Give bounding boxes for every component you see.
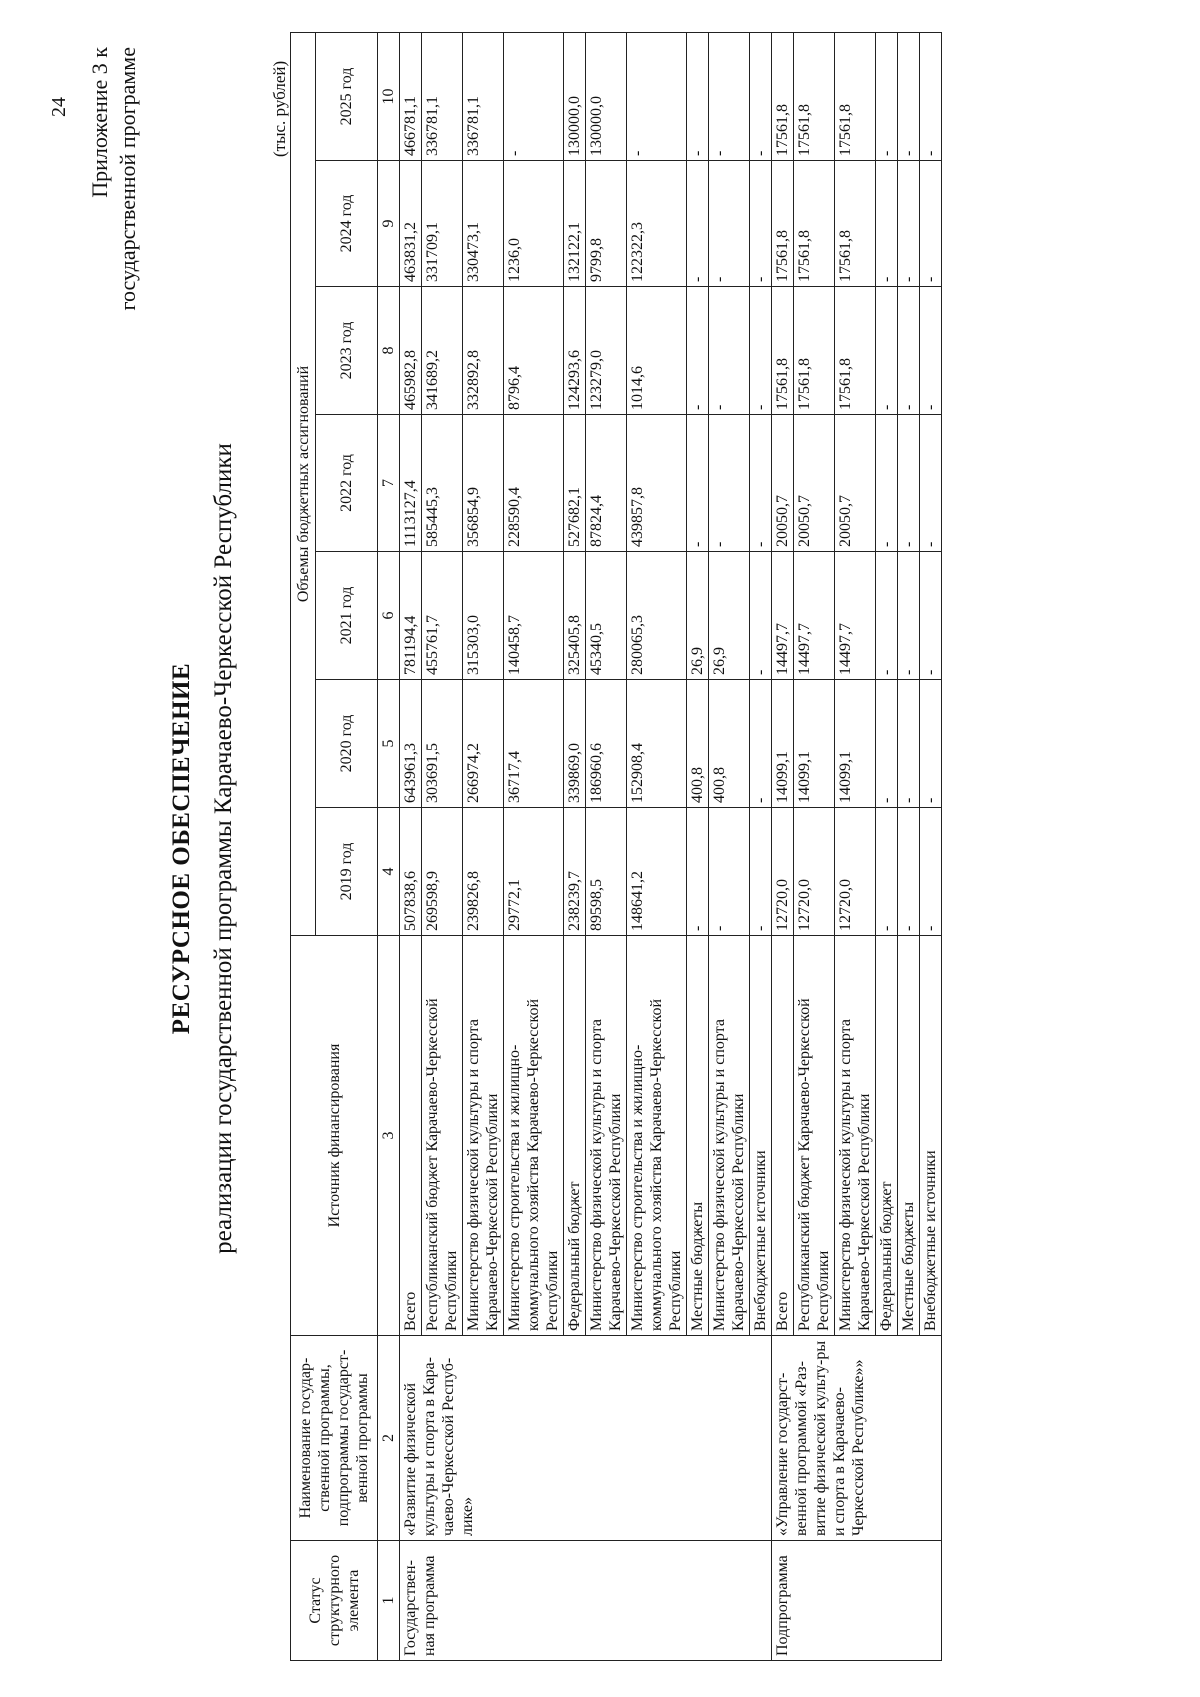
value-cell: 14099,1 [794,680,835,808]
value-cell: 331709,1 [422,161,463,287]
value-cell: 228590,4 [504,415,564,552]
value-cell: 266974,2 [463,680,504,808]
header-year: 2022 год [316,415,378,552]
value-cell: 29772,1 [504,808,564,936]
value-cell: - [687,415,709,552]
index-cell: 1 [378,1541,400,1661]
value-cell: - [920,161,942,287]
value-cell: 17561,8 [835,287,876,415]
value-cell: - [920,32,942,160]
header-year: 2021 год [316,552,378,680]
appendix-line-1: Приложение 3 к [87,47,112,198]
value-cell: 14099,1 [772,680,794,808]
value-cell: - [876,552,898,680]
value-cell: 439857,8 [627,415,687,552]
value-cell: 1014,6 [627,287,687,415]
value-cell: 12720,0 [835,808,876,936]
index-cell: 2 [378,1336,400,1541]
value-cell: - [504,32,564,160]
value-cell: - [876,161,898,287]
value-cell: 132122,1 [564,161,586,287]
value-cell: 239826,8 [463,808,504,936]
value-cell: - [750,680,772,808]
value-cell: 26,9 [709,552,750,680]
header-year: 2025 год [316,32,378,160]
value-cell: 17561,8 [794,161,835,287]
value-cell: - [709,808,750,936]
value-cell: - [876,287,898,415]
value-cell: - [920,552,942,680]
value-cell: - [750,32,772,160]
value-cell: 466781,1 [400,32,422,160]
value-cell: 238239,7 [564,808,586,936]
value-cell: - [709,287,750,415]
value-cell: 1236,0 [504,161,564,287]
value-cell: 527682,1 [564,415,586,552]
source-cell: Министерство физической культуры и спорта Карачаево-Черкесской Республики [835,936,876,1336]
source-cell: Местные бюджеты [687,936,709,1336]
value-cell: 12720,0 [794,808,835,936]
value-cell: 303691,5 [422,680,463,808]
value-cell: - [750,552,772,680]
value-cell: - [709,161,750,287]
page-number: 24 [48,97,70,117]
index-cell: 5 [378,680,400,808]
value-cell: 507838,6 [400,808,422,936]
index-cell: 6 [378,552,400,680]
value-cell: 339869,0 [564,680,586,808]
value-cell: 17561,8 [772,287,794,415]
value-cell: 17561,8 [794,287,835,415]
index-cell: 8 [378,287,400,415]
resource-table [290,32,942,1661]
value-cell: - [750,161,772,287]
appendix-line-2: государственной программе [115,47,140,311]
value-cell: 122322,3 [627,161,687,287]
value-cell: 20050,7 [794,415,835,552]
value-cell: 315303,0 [463,552,504,680]
index-cell: 3 [378,936,400,1336]
value-cell: 336781,1 [422,32,463,160]
value-cell: 400,8 [687,680,709,808]
header-source: Источник финансирования [291,936,378,1336]
source-cell: Внебюджетные источники [750,936,772,1336]
value-cell: - [898,415,920,552]
header-status: Статус структурного элемента [291,1541,378,1661]
source-cell: Внебюджетные источники [920,936,942,1336]
index-cell: 9 [378,161,400,287]
value-cell: 330473,1 [463,161,504,287]
value-cell: 356854,9 [463,415,504,552]
value-cell: 332892,8 [463,287,504,415]
value-cell: 45340,5 [586,552,627,680]
table-row [772,32,794,1660]
program-name-cell: «Развитие физической культуры и спорта в Кара-чаево-Черкесской Респуб-лике» [400,1336,772,1541]
value-cell: 14099,1 [835,680,876,808]
value-cell: - [750,808,772,936]
units-label: (тыс. рублей) [270,60,289,157]
value-cell: - [750,415,772,552]
value-cell: 89598,5 [586,808,627,936]
source-cell: Федеральный бюджет [564,936,586,1336]
source-cell: Республиканский бюджет Карачаево-Черкесской Республики [794,936,835,1336]
value-cell: 455761,7 [422,552,463,680]
value-cell: 140458,7 [504,552,564,680]
value-cell: - [898,552,920,680]
index-row [378,32,400,1660]
value-cell: 336781,1 [463,32,504,160]
value-cell: - [876,680,898,808]
index-cell: 10 [378,32,400,160]
value-cell: 643961,3 [400,680,422,808]
value-cell: 17561,8 [794,32,835,160]
index-cell: 7 [378,415,400,552]
value-cell: - [898,808,920,936]
value-cell: - [876,32,898,160]
value-cell: 17561,8 [835,32,876,160]
value-cell: 17561,8 [772,161,794,287]
value-cell: - [687,161,709,287]
value-cell: 14497,7 [772,552,794,680]
value-cell: - [709,415,750,552]
value-cell: - [898,680,920,808]
source-cell: Министерство физической культуры и спорта Карачаево-Черкесской Республики [709,936,750,1336]
value-cell: 20050,7 [772,415,794,552]
value-cell: 20050,7 [835,415,876,552]
value-cell: 123279,0 [586,287,627,415]
value-cell: - [709,32,750,160]
value-cell: 14497,7 [835,552,876,680]
document-subtitle: реализации государственной программы Карачаево-Черкесской Республики [210,443,237,1254]
value-cell: - [898,161,920,287]
value-cell: 325405,8 [564,552,586,680]
header-year: 2020 год [316,680,378,808]
value-cell: 17561,8 [835,161,876,287]
value-cell: - [876,808,898,936]
value-cell: 124293,6 [564,287,586,415]
value-cell: - [898,287,920,415]
value-cell: 12720,0 [772,808,794,936]
value-cell: 130000,0 [586,32,627,160]
value-cell: - [687,32,709,160]
table-row [400,32,422,1660]
value-cell: - [920,287,942,415]
value-cell: 9799,8 [586,161,627,287]
value-cell: - [876,415,898,552]
value-cell: - [920,415,942,552]
value-cell: 341689,2 [422,287,463,415]
header-group: Объемы бюджетных ассигнований [291,32,316,935]
source-cell: Министерство физической культуры и спорта Карачаево-Черкесской Республики [586,936,627,1336]
document-title: РЕСУРСНОЕ ОБЕСПЕЧЕНИЕ [168,662,195,1035]
value-cell: 36717,4 [504,680,564,808]
value-cell: 781194,4 [400,552,422,680]
value-cell: 26,9 [687,552,709,680]
value-cell: 14497,7 [794,552,835,680]
value-cell: 1113127,4 [400,415,422,552]
status-cell: Государствен-ная программа [400,1541,772,1661]
value-cell: 8796,4 [504,287,564,415]
source-cell: Всего [772,936,794,1336]
value-cell: 148641,2 [627,808,687,936]
value-cell: - [920,808,942,936]
header-year: 2023 год [316,287,378,415]
value-cell: 400,8 [709,680,750,808]
source-cell: Министерство строительства и жилищно-коммунального хозяйства Карачаево-Черкесской Республики [627,936,687,1336]
value-cell: 269598,9 [422,808,463,936]
source-cell: Федеральный бюджет [876,936,898,1336]
status-cell: Подпрограмма [772,1541,942,1661]
source-cell: Министерство физической культуры и спорта Карачаево-Черкесской Республики [463,936,504,1336]
source-cell: Республиканский бюджет Карачаево-Черкесской Республики [422,936,463,1336]
value-cell: 465982,8 [400,287,422,415]
value-cell: 280065,3 [627,552,687,680]
header-year: 2019 год [316,808,378,936]
source-cell: Министерство строительства и жилищно-коммунального хозяйства Карачаево-Черкесской Республики [504,936,564,1336]
value-cell: - [920,680,942,808]
value-cell: 186960,6 [586,680,627,808]
value-cell: - [687,808,709,936]
appendix-note [86,47,142,317]
program-name-cell: «Управление государст-венной программой «Раз-витие физической культу-ры и спорта в Карачаево-Черкесской Республике»» [772,1336,942,1541]
source-cell: Местные бюджеты [898,936,920,1336]
source-cell: Всего [400,936,422,1336]
value-cell: - [750,287,772,415]
header-name: Наименование государ-ственной программы, подпрограммы государст-венной программы [291,1336,378,1541]
value-cell: 17561,8 [772,32,794,160]
header-year: 2024 год [316,161,378,287]
index-cell: 4 [378,808,400,936]
header-row [291,32,316,1660]
value-cell: 585445,3 [422,415,463,552]
value-cell: 463831,2 [400,161,422,287]
value-cell: 87824,4 [586,415,627,552]
value-cell: - [627,32,687,160]
value-cell: - [687,287,709,415]
value-cell: 130000,0 [564,32,586,160]
value-cell: - [898,32,920,160]
table-body [400,32,942,1660]
value-cell: 152908,4 [627,680,687,808]
